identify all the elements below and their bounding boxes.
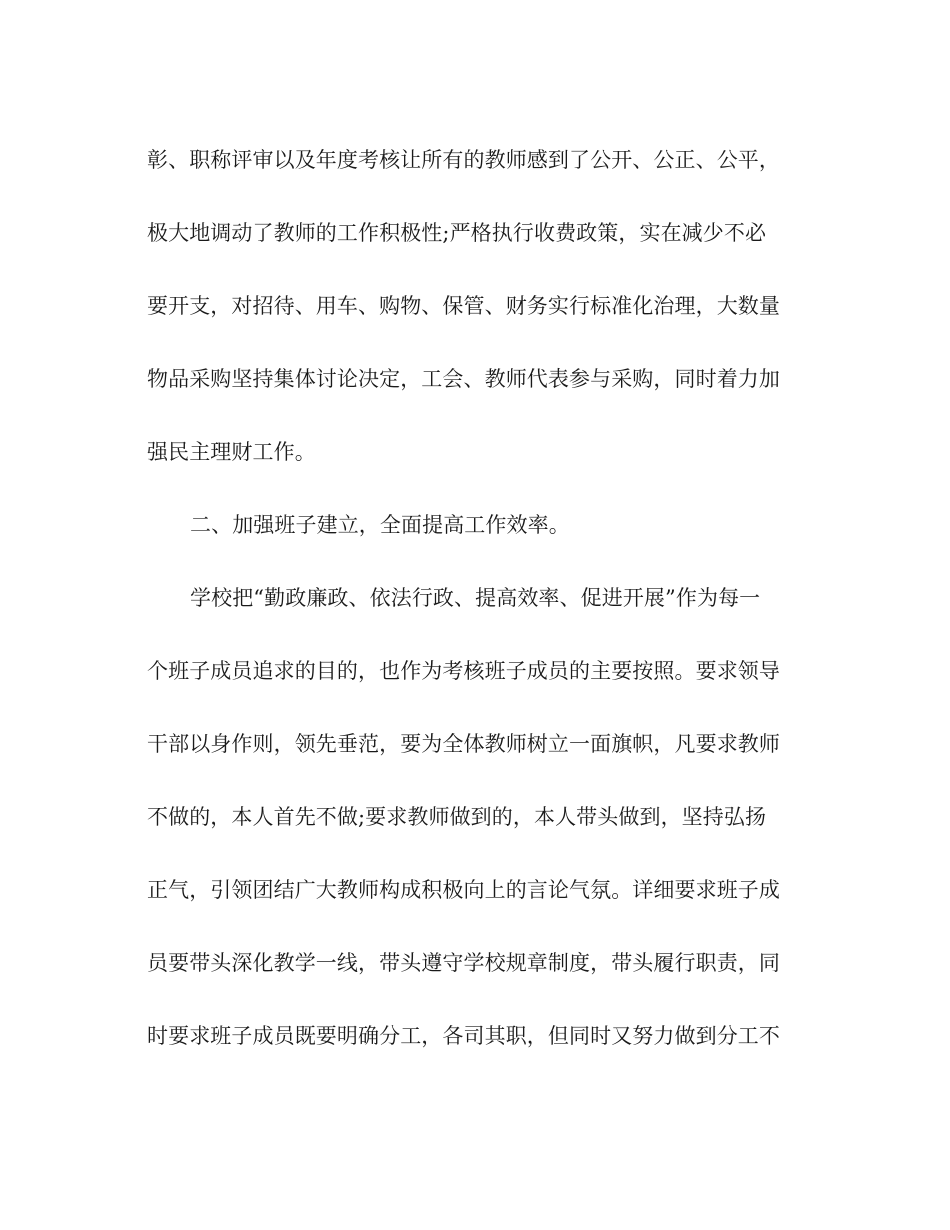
text-line: 时要求班子成员既要明确分工，各司其职，但同时又努力做到分工不: [147, 1024, 780, 1048]
text-line: 不做的，本人首先不做;要求教师做到的，本人带头做到，坚持弘扬: [147, 805, 767, 829]
paragraph-start: 学校把“勤政廉政、依法行政、提高效率、促进开展”作为每一: [190, 586, 761, 610]
text-line: 极大地调动了教师的工作积极性;严格执行收费政策，实在减少不必: [147, 221, 767, 245]
body-text: [147, 138, 807, 1087]
text-line: 物品采购坚持集体讨论决定，工会、教师代表参与采购，同时着力加: [147, 367, 780, 391]
text-line: 彰、职称评审以及年度考核让所有的教师感到了公开、公正、公平，: [147, 148, 780, 172]
text-line: 干部以身作则，领先垂范，要为全体教师树立一面旗帜，凡要求教师: [147, 732, 780, 756]
text-line: 强民主理财工作。: [147, 440, 316, 464]
text-line: 个班子成员追求的目的，也作为考核班子成员的主要按照。要求领导: [147, 659, 780, 683]
section-heading: 二、加强班子建立，全面提高工作效率。: [190, 513, 570, 537]
text-line: 正气，引领团结广大教师构成积极向上的言论气氛。详细要求班子成: [147, 878, 780, 902]
text-line: 要开支，对招待、用车、购物、保管、财务实行标准化治理，大数量: [147, 294, 780, 318]
text-line: 员要带头深化教学一线，带头遵守学校规章制度，带头履行职责，同: [147, 951, 780, 975]
